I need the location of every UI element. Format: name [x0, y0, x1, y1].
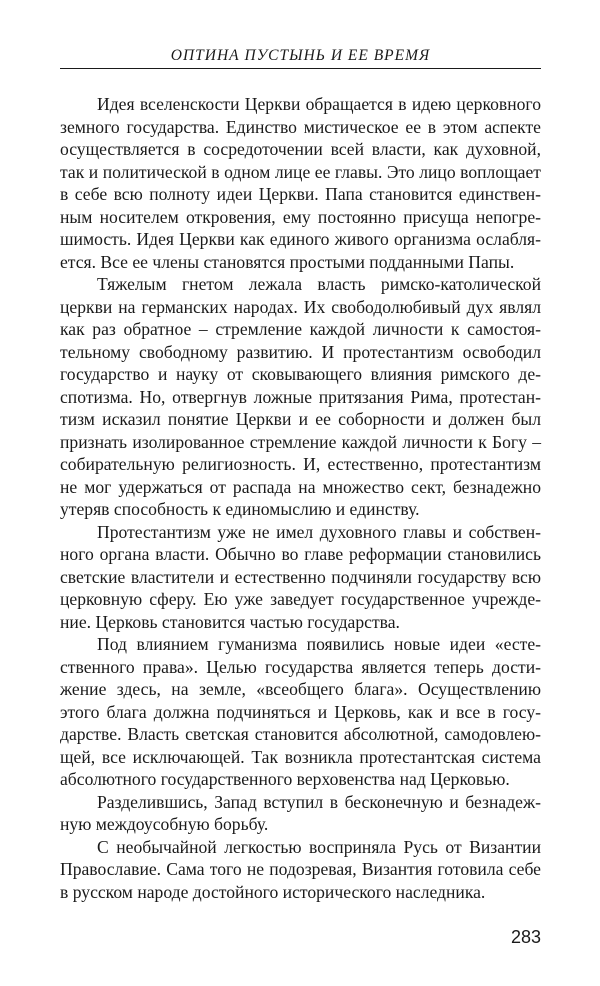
paragraph-6: С необычайной легкостью восприняла Русь от Византии Православие. Сама того не подозревая, Византия готовила себе в русском народе достойного исторического наследника. — [60, 836, 541, 902]
header-rule — [60, 68, 541, 69]
running-header: ОПТИНА ПУСТЫНЬ И ЕЕ ВРЕМЯ — [170, 47, 431, 64]
body-text — [60, 93, 541, 903]
paragraph-2: Тяжелым гнетом лежала власть римско-католической церкви на германских народах. Их свободолюбивый дух являл как раз обратное – стремление каждой личности к самостоятельному свободному развитию. И протестантизм освободил государство и науку от сковывающего влияния римского деспотизма. Но, отвергнув ложные притязания Рима, протестантизм исказил понятие Церкви и ее соборности и должен был признать изолированное стремление каждой личности к Богу – собирательную религиозность. И, естественно, протестантизм не мог удержаться от распада на множество сект, безнадежно утеряв способность к единомыслию и единству. — [60, 274, 541, 519]
paragraph-4: Под влиянием гуманизма появились новые идеи «естественного права». Целью государства является теперь достижение здесь, на земле, «всеобщего блага». Осуществлению этого блага должна подчиняться и Церковь, как и все в государстве. Власть светская становится абсолютной, самодовлеющей, все исключающей. Так возникла протестантская система абсолютного государственного верховенства над Церковью. — [60, 634, 541, 789]
paragraph-3: Протестантизм уже не имел духовного главы и собственного органа власти. Обычно во главе реформации становились светские властители и естественно подчиняли государству всю церковную сферу. Ею уже заведует государственное учреждение. Церковь становится частью государства. — [60, 521, 541, 632]
paragraph-5: Разделившись, Запад вступил в бесконечную и безнадежную междоусобную борьбу. — [60, 791, 541, 834]
paragraph-1: Идея вселенскости Церкви обращается в идею церковного земного государства. Единство мистическое ее в этом аспекте осуществляется в сосредоточении всей власти, как духовной, так и политической в одном лице ее главы. Это лицо воплощает в себе всю полноту идеи Церкви. Папа становится единственным носителем откровения, ему постоянно присуща непогрешимость. Идея Церкви как единого живого организма ослабляется. Все ее члены становятся простыми подданными Папы. — [60, 94, 541, 272]
page-number: 283 — [510, 927, 541, 947]
